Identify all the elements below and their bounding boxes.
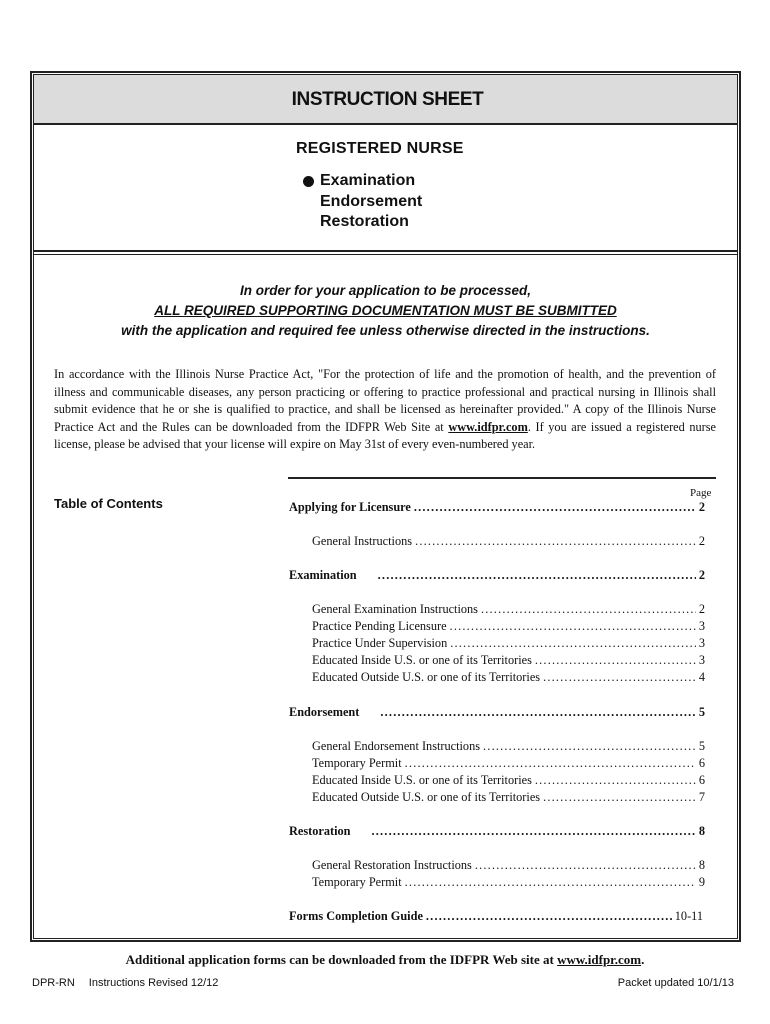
toc-heading: Table of Contents bbox=[54, 496, 163, 511]
toc-entry-page: 3 bbox=[698, 619, 705, 633]
toc-entry-endorse-general bbox=[312, 739, 705, 754]
toc-entry-label: Temporary Permit bbox=[312, 875, 402, 889]
toc-entry-endorse-outside-us bbox=[312, 790, 705, 805]
toc-entry-page: 8 bbox=[698, 858, 705, 872]
toc-page-label: Page bbox=[690, 487, 712, 499]
toc-entry-page: 6 bbox=[698, 773, 705, 787]
toc-entry-page: 2 bbox=[698, 534, 705, 548]
toc-entry-applying bbox=[289, 500, 705, 515]
toc-entry-restoration bbox=[289, 824, 705, 839]
intro-text: In accordance with the Illinois Nurse Practice Act, "For the protection of life and the promotion of health, and the prevention of illness and communicable diseases, any person practicing or offering to practice professional and practical nursing in Illinois shall submit evidence that he or she is qualified to practice, and shall be licensed as hereinafter provided." A copy of the Illinois Nurse Practice Act and the Rules can be downloaded from the IDFPR Web Site at bbox=[54, 367, 716, 434]
toc-entry-page: 2 bbox=[698, 602, 705, 616]
toc-entry-exam-outside-us bbox=[312, 670, 705, 685]
toc-entry-page: 5 bbox=[698, 739, 705, 753]
toc-entry-page: 8 bbox=[698, 824, 705, 838]
toc-entry-label: Educated Inside U.S. or one of its Territories bbox=[312, 773, 532, 787]
toc-entry-label: Educated Inside U.S. or one of its Territories bbox=[312, 653, 532, 667]
toc-entry-examination bbox=[289, 568, 705, 583]
toc-entry-page: 3 bbox=[698, 636, 705, 650]
toc-entry-label: Educated Outside U.S. or one of its Territories bbox=[312, 670, 541, 684]
toc-entry-practice-supervision bbox=[312, 636, 705, 651]
toc-divider bbox=[288, 477, 716, 479]
toc-entry-exam-general bbox=[312, 602, 705, 617]
application-type-restoration bbox=[320, 212, 422, 233]
toc-leader bbox=[414, 500, 696, 515]
toc-entry-endorse-inside-us bbox=[312, 773, 705, 788]
idfpr-link[interactable]: www.idfpr.com bbox=[448, 419, 528, 434]
toc-entry-label: General Instructions bbox=[312, 534, 413, 548]
toc-leader bbox=[371, 824, 695, 839]
toc-entry-page: 6 bbox=[698, 756, 705, 770]
toc-leader bbox=[380, 705, 695, 720]
toc-entry-exam-inside-us bbox=[312, 653, 705, 668]
download-note-end: . bbox=[641, 952, 645, 967]
toc-entry-general bbox=[312, 534, 705, 549]
toc-entry-label: Restoration bbox=[289, 824, 351, 838]
intro-paragraph bbox=[54, 366, 716, 454]
toc-entry-practice-pending bbox=[312, 619, 705, 634]
application-type-label: Endorsement bbox=[320, 192, 423, 210]
toc-entry-label: Forms Completion Guide bbox=[289, 909, 423, 923]
title-bar bbox=[34, 75, 737, 125]
toc-leader bbox=[535, 653, 696, 668]
toc-leader bbox=[405, 875, 696, 890]
toc-entry-restore-general bbox=[312, 858, 705, 873]
download-note-text: Additional application forms can be downloaded from the IDFPR Web site at bbox=[125, 952, 558, 967]
footer-idfpr-link[interactable]: www.idfpr.com bbox=[557, 952, 642, 967]
toc-leader bbox=[475, 858, 696, 873]
download-note bbox=[0, 952, 770, 968]
toc-entry-page: 4 bbox=[698, 670, 705, 684]
submission-notice bbox=[34, 281, 737, 341]
toc-leader bbox=[426, 909, 672, 924]
toc-entry-page: 3 bbox=[698, 653, 705, 667]
notice-line-3: with the application and required fee unless otherwise directed in the instructions. bbox=[121, 323, 650, 338]
toc-entry-label: General Restoration Instructions bbox=[312, 858, 472, 872]
page-title: INSTRUCTION SHEET bbox=[291, 89, 484, 110]
toc-entry-label: General Examination Instructions bbox=[312, 602, 478, 616]
form-code: DPR-RN bbox=[32, 977, 75, 989]
toc-entry-endorsement bbox=[289, 705, 705, 720]
toc-entry-restore-temp-permit bbox=[312, 875, 705, 890]
toc-entry-label: Practice Pending Licensure bbox=[312, 619, 447, 633]
toc-entry-endorse-temp-permit bbox=[312, 756, 705, 771]
toc-entry-forms-guide bbox=[289, 909, 703, 924]
revision-date: Instructions Revised 12/12 bbox=[88, 977, 219, 989]
form-revision-info bbox=[32, 977, 218, 989]
application-type-examination bbox=[303, 171, 422, 192]
application-type-endorsement bbox=[320, 192, 422, 213]
notice-line-1: In order for your application to be processed, bbox=[239, 283, 532, 298]
application-type-label: Restoration bbox=[320, 213, 409, 230]
selected-bullet-icon bbox=[303, 176, 314, 187]
packet-updated: Packet updated 10/1/13 bbox=[617, 977, 734, 989]
toc-leader bbox=[450, 636, 696, 651]
toc-entry-label: Educated Outside U.S. or one of its Territories bbox=[312, 790, 541, 804]
toc-entry-label: Examination bbox=[289, 568, 357, 582]
toc-leader bbox=[415, 534, 696, 549]
header-divider-thin bbox=[34, 254, 737, 255]
toc-entry-page: 9 bbox=[698, 875, 705, 889]
toc-entry-page: 5 bbox=[698, 705, 705, 719]
toc-entry-label: Temporary Permit bbox=[312, 756, 402, 770]
toc-leader bbox=[405, 756, 696, 771]
toc-entry-label: Applying for Licensure bbox=[289, 500, 411, 514]
toc-leader bbox=[543, 790, 696, 805]
application-type-label: Examination bbox=[320, 172, 416, 189]
toc-leader bbox=[450, 619, 696, 634]
notice-line-2: ALL REQUIRED SUPPORTING DOCUMENTATION MUST BE SUBMITTED bbox=[154, 303, 617, 318]
toc-entry-page: 10-11 bbox=[674, 909, 703, 923]
toc-entry-page: 7 bbox=[698, 790, 705, 804]
toc-entry-page: 2 bbox=[698, 500, 705, 514]
toc-leader bbox=[535, 773, 696, 788]
header-divider bbox=[34, 250, 737, 252]
license-type: REGISTERED NURSE bbox=[296, 140, 464, 157]
toc-leader bbox=[543, 670, 696, 685]
toc-leader bbox=[481, 602, 696, 617]
toc-entry-label: General Endorsement Instructions bbox=[312, 739, 481, 753]
toc-leader bbox=[483, 739, 696, 754]
application-types bbox=[303, 171, 422, 233]
toc-entry-page: 2 bbox=[698, 568, 705, 582]
toc-leader bbox=[378, 568, 696, 583]
toc-entry-label: Practice Under Supervision bbox=[312, 636, 448, 650]
toc-entry-label: Endorsement bbox=[289, 705, 360, 719]
intro-text-end: . If you are issued a registered nurse license, please be advised that your license will expire on May 31st of every even-numbered year. bbox=[54, 419, 716, 452]
